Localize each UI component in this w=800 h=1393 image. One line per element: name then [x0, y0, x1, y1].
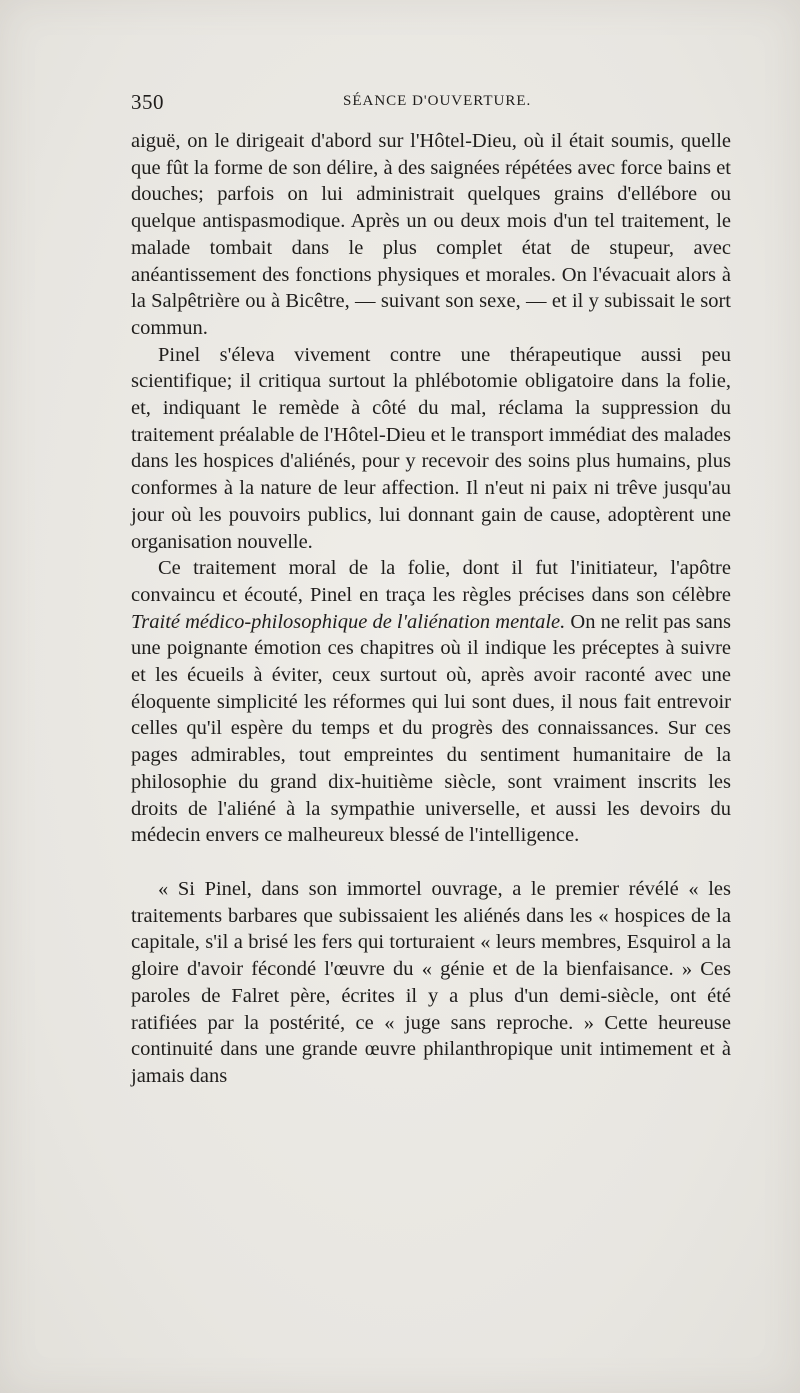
paragraph-moral-treatment: [131, 555, 731, 849]
page-header: [131, 90, 731, 118]
paragraph-quotation: « Si Pinel, dans son immortel ouvrage, a le premier révélé « les traitements barbares que subissaient les aliénés dans les « hospices de la capitale, s'il a brisé les fers qui torturaient « leurs membres, Esquirol a la gloire d'avoir fécondé l'œuvre du « génie et de la bienfaisance. » Ces paroles de Falret père, écrites il y a plus d'un demi-siècle, ont été ratifiées par la postérité, ce « juge sans reproche. » Cette heureuse continuité dans une grande œuvre philanthropique unit intimement et à jamais dans: [131, 877, 731, 1087]
paragraph-pinel-critique: Pinel s'éleva vivement contre une thérapeutique aussi peu scientifique; il critiqua surtout la phlébotomie obligatoire dans la folie, et, indiquant le remède à côté du mal, réclama la suppression du traitement préalable de l'Hôtel-Dieu et le transport immédiat des malades dans les hospices d'aliénés, pour y recevoir des soins plus humains, plus conformes à la nature de leur affection. Il n'eut ni paix ni trêve jusqu'au jour où les pouvoirs publics, lui donnant gain de cause, adoptèrent une organisation nouvelle.: [131, 343, 731, 553]
page-number: 350: [131, 90, 164, 114]
paragraph-text-after-title: On ne relit pas sans une poignante émotion ces chapitres où il indique les préceptes à suivre et les écueils à éviter, ceux surtout où, après avoir raconté avec une éloquente simplicité les réformes qui lui sont dues, il nous fait entrevoir celles qu'il espère du temps et du progrès des connaissances. Sur ces pages admirables, tout empreintes du sentiment humanitaire de la philosophie du grand dix-huitième siècle, sont vraiment inscrits les droits de l'aliéné à la sympathie universelle, et aussi les devoirs du médecin envers ce malheureux blessé de l'intelligence.: [131, 610, 732, 847]
book-title: Traité médico-philosophique de l'aliénation mentale.: [131, 610, 566, 633]
running-head: SÉANCE D'OUVERTURE.: [343, 93, 532, 109]
body-text: [131, 128, 731, 1090]
paragraph-text-before-title: Ce traitement moral de la folie, dont il fut l'initiateur, l'apôtre convaincu et écouté, Pinel en traça les règles précises dans son célèbre: [131, 557, 731, 606]
paragraph-continuation: aiguë, on le dirigeait d'abord sur l'Hôtel-Dieu, où il était soumis, quelle que fût la forme de son délire, à des saignées répétées avec force bains et douches; parfois on lui administrait quelques grains d'ellébore ou quelque antispasmodique. Après un ou deux mois d'un tel traitement, le malade tombait dans le plus complet état de stupeur, avec anéantissement des fonctions physiques et morales. On l'évacuait alors à la Salpêtrière ou à Bicêtre, — suivant son sexe, — et il y subissait le sort commun.: [131, 130, 731, 339]
